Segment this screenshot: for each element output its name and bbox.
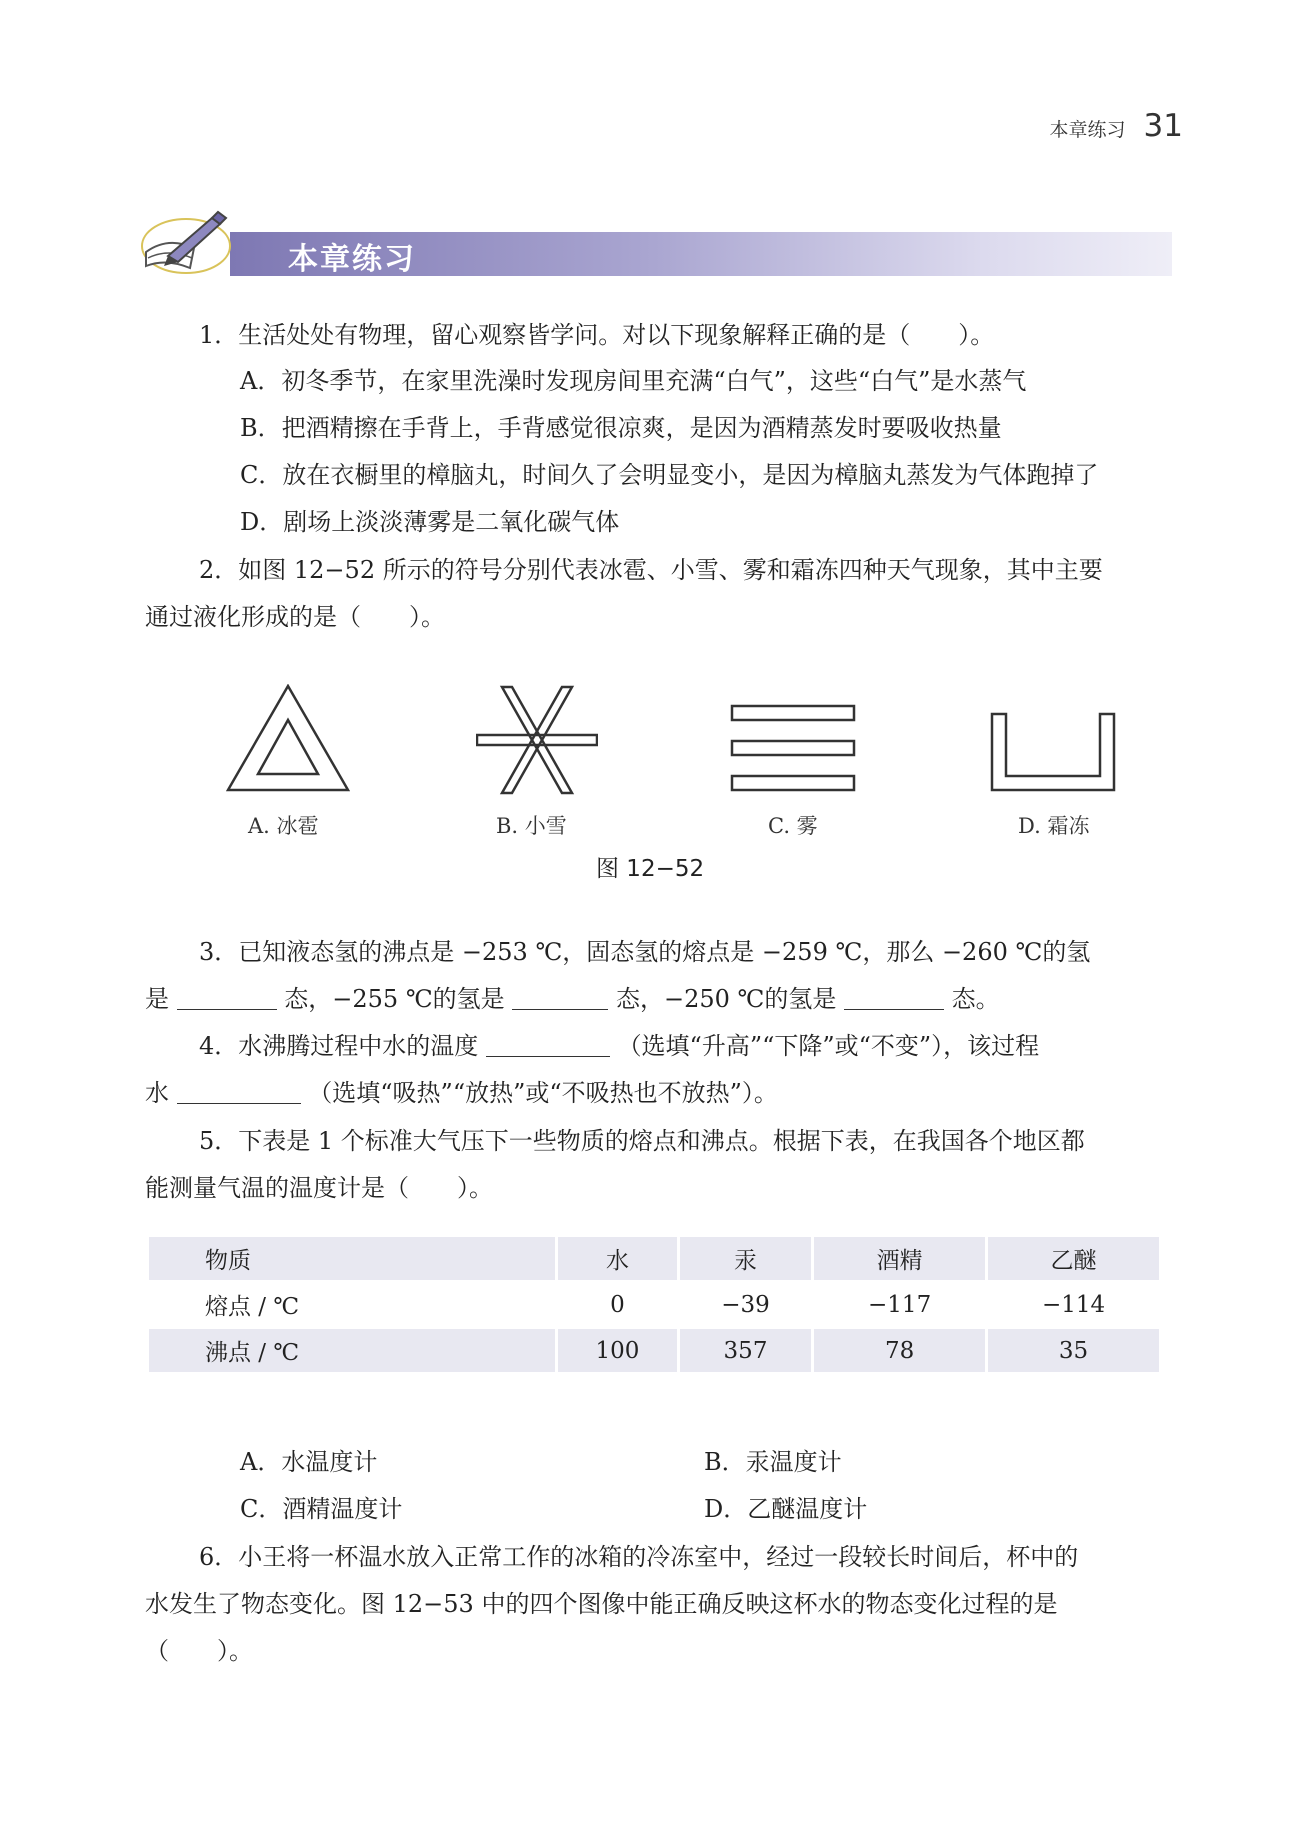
q2-line-1: 2．如图 12−52 所示的符号分别代表冰雹、小雪、雾和霜冻四种天气现象，其中主要 [199, 556, 1103, 584]
frost-symbol-icon [990, 712, 1116, 792]
q5-option-d: D．乙醚温度计 [704, 1495, 868, 1523]
table-header-cell: 物质 [149, 1237, 555, 1280]
q5-option-a: A．水温度计 [240, 1448, 378, 1476]
snow-symbol-icon [476, 684, 598, 796]
q4-line-1 [199, 1029, 1039, 1063]
page-number: 31 [1143, 108, 1183, 144]
table-row [149, 1283, 1159, 1326]
figure-label-a: A. 冰雹 [248, 814, 319, 838]
q5-option-c: C．酒精温度计 [240, 1495, 403, 1523]
table-cell: 78 [814, 1329, 985, 1372]
q6-line-3: （ ）。 [145, 1637, 253, 1665]
table-cell: −117 [814, 1283, 985, 1326]
q5-line-2: 能测量气温的温度计是（ ）。 [145, 1174, 493, 1202]
melting-boiling-table [146, 1234, 1162, 1375]
q4-text-a: 4．水沸腾过程中水的温度 [199, 1032, 479, 1060]
table-header-cell: 汞 [680, 1237, 811, 1280]
q1-stem: 1．生活处处有物理，留心观察皆学问。对以下现象解释正确的是（ ）。 [199, 321, 995, 349]
q1-option-a: A．初冬季节，在家里洗澡时发现房间里充满“白气”，这些“白气”是水蒸气 [240, 367, 1027, 395]
q4-line-2 [145, 1076, 778, 1110]
table-cell: 0 [558, 1283, 677, 1326]
figure-label-c: C. 雾 [768, 814, 818, 838]
pen-notebook-icon [138, 206, 238, 278]
figure-caption: 图 12−52 [596, 856, 705, 882]
q3-text-a: 是 [145, 985, 169, 1013]
q4-text-d: （选填“吸热”“放热”或“不吸热也不放热”）。 [308, 1079, 778, 1107]
q3-blank-2[interactable] [512, 984, 608, 1010]
figure-label-d: D. 霜冻 [1018, 814, 1090, 838]
q3-text-c: 态，−250 ℃的氢是 [615, 985, 837, 1013]
table-cell: 357 [680, 1329, 811, 1372]
q3-line-1: 3．已知液态氢的沸点是 −253 ℃，固态氢的熔点是 −259 ℃，那么 −260 ℃的氢 [199, 938, 1091, 966]
q4-blank-1[interactable] [486, 1031, 610, 1057]
hail-symbol-icon [226, 684, 350, 792]
q3-text-b: 态，−255 ℃的氢是 [284, 985, 505, 1013]
q5-option-b: B．汞温度计 [704, 1448, 842, 1476]
q6-line-2: 水发生了物态变化。图 12−53 中的四个图像中能正确反映这杯水的物态变化过程的是 [145, 1590, 1058, 1618]
q4-text-b: （选填“升高”“下降”或“不变”），该过程 [617, 1032, 1040, 1060]
section-title: 本章练习 [288, 242, 416, 277]
q2-line-2: 通过液化形成的是（ ）。 [145, 603, 445, 631]
q1-option-b: B．把酒精擦在手背上，手背感觉很凉爽，是因为酒精蒸发时要吸收热量 [240, 414, 1002, 442]
table-cell: −39 [680, 1283, 811, 1326]
q6-line-1: 6．小王将一杯温水放入正常工作的冰箱的冷冻室中，经过一段较长时间后，杯中的 [199, 1543, 1079, 1571]
fog-symbol-icon [730, 704, 856, 792]
table-header-cell: 乙醚 [988, 1237, 1159, 1280]
q3-blank-3[interactable] [844, 984, 944, 1010]
table-row [149, 1329, 1159, 1372]
table-cell: 熔点 / ℃ [149, 1283, 555, 1326]
running-header [1050, 108, 1183, 144]
running-header-title: 本章练习 [1049, 119, 1126, 141]
q4-blank-2[interactable] [177, 1078, 301, 1104]
table-header-cell: 酒精 [814, 1237, 985, 1280]
section-banner [138, 206, 1172, 278]
q3-line-2 [145, 982, 1000, 1016]
q3-blank-1[interactable] [177, 984, 277, 1010]
figure-label-b: B. 小雪 [496, 814, 567, 838]
table-cell: 35 [988, 1329, 1159, 1372]
q5-line-1: 5．下表是 1 个标准大气压下一些物质的熔点和沸点。根据下表，在我国各个地区都 [199, 1127, 1085, 1155]
table-cell: 沸点 / ℃ [149, 1329, 555, 1372]
table-cell: −114 [988, 1283, 1159, 1326]
table-header-cell: 水 [558, 1237, 677, 1280]
table-header-row [149, 1237, 1159, 1280]
table-cell: 100 [558, 1329, 677, 1372]
q1-option-d: D．剧场上淡淡薄雾是二氧化碳气体 [240, 508, 620, 536]
q1-option-c: C．放在衣橱里的樟脑丸，时间久了会明显变小，是因为樟脑丸蒸发为气体跑掉了 [240, 461, 1099, 489]
q3-text-d: 态。 [951, 985, 1000, 1013]
q4-text-c: 水 [145, 1079, 169, 1107]
